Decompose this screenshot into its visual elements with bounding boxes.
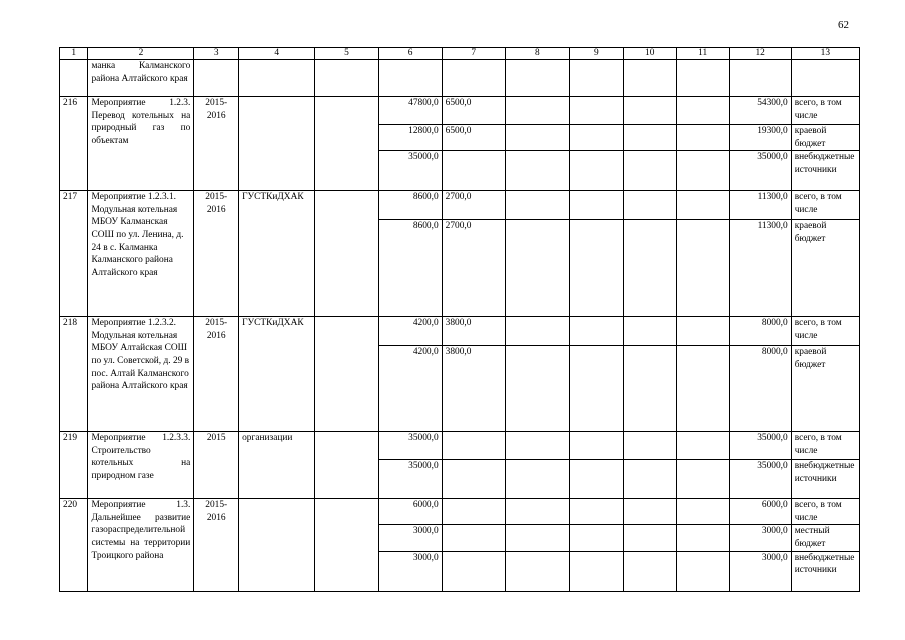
cell-col7: [442, 432, 505, 460]
funding-source: внебюджетные источники: [791, 551, 859, 591]
table-row: [60, 317, 860, 346]
period: 2015-2016: [194, 97, 239, 191]
column-number: 7: [442, 48, 505, 60]
cell-col6: 4200,0: [378, 346, 442, 432]
column-number: 6: [378, 48, 442, 60]
cell-col6: 35000,0: [378, 432, 442, 460]
cell-col7: 2700,0: [442, 191, 505, 220]
period: 2015-2016: [194, 499, 239, 591]
column-number: 11: [676, 48, 729, 60]
cell-col12: 6000,0: [729, 499, 791, 525]
cell-col7: 6500,0: [442, 125, 505, 151]
cell-col6: 4200,0: [378, 317, 442, 346]
executor: [239, 499, 315, 591]
column-number-header: [60, 48, 860, 60]
cell-col6: 3000,0: [378, 551, 442, 591]
column-number: 9: [569, 48, 623, 60]
executor: организации: [239, 432, 315, 499]
executor: ГУСТКиДХАК: [239, 317, 315, 432]
funding-source: всего, в том числе: [791, 191, 859, 220]
funding-source: краевой бюджет: [791, 220, 859, 317]
table-row: [60, 191, 860, 220]
cell-col12: 35000,0: [729, 432, 791, 460]
cell-col6: 8600,0: [378, 220, 442, 317]
funding-source: всего, в том числе: [791, 499, 859, 525]
column-number: 2: [88, 48, 194, 60]
cell-col7: [442, 551, 505, 591]
cell-col6: 12800,0: [378, 125, 442, 151]
cell-col12: 8000,0: [729, 346, 791, 432]
cell-col7: [442, 151, 505, 191]
measure-name: Мероприятие 1.3. Дальнейшее развитие газораспределительной системы на территории Троицкого района: [88, 499, 194, 591]
row-number: 218: [60, 317, 88, 432]
cell-col7: [442, 460, 505, 499]
funding-source: краевой бюджет: [791, 125, 859, 151]
column-number: 5: [315, 48, 378, 60]
funding-source: внебюджетные источники: [791, 151, 859, 191]
cell-col6: 35000,0: [378, 151, 442, 191]
cell-col6: 6000,0: [378, 499, 442, 525]
measure-name: Мероприятие 1.2.3.3. Строительство котельных на природном газе: [88, 432, 194, 499]
row-number: 219: [60, 432, 88, 499]
measure-name: Мероприятие 1.2.3.1. Модульная котельная МБОУ Калманская СОШ по ул. Ленина, д. 24 в с. Калманка Калманского района Алтайского края: [88, 191, 194, 317]
executor: [239, 97, 315, 191]
period: 2015-2016: [194, 317, 239, 432]
period: 2015-2016: [194, 191, 239, 317]
column-number: 13: [791, 48, 859, 60]
funding-source: внебюджетные источники: [791, 460, 859, 499]
cell-col6: 47800,0: [378, 97, 442, 125]
funding-source: всего, в том числе: [791, 317, 859, 346]
cell-col7: [442, 525, 505, 551]
period: 2015: [194, 432, 239, 499]
cell-col12: 11300,0: [729, 191, 791, 220]
funding-source: всего, в том числе: [791, 432, 859, 460]
row-number: 216: [60, 97, 88, 191]
row-number: 217: [60, 191, 88, 317]
cell-col7: 6500,0: [442, 97, 505, 125]
page-number: 62: [838, 19, 849, 31]
cell-col12: 35000,0: [729, 151, 791, 191]
cell-col7: [442, 499, 505, 525]
funding-source: всего, в том числе: [791, 97, 859, 125]
table-row: [60, 60, 860, 97]
column-number: 1: [60, 48, 88, 60]
funding-source: местный бюджет: [791, 525, 859, 551]
cell-col7: 2700,0: [442, 220, 505, 317]
budget-table: [59, 47, 860, 592]
cell-col12: 11300,0: [729, 220, 791, 317]
column-number: 12: [729, 48, 791, 60]
table-row: [60, 97, 860, 125]
table-row: [60, 499, 860, 525]
cell-col7: 3800,0: [442, 346, 505, 432]
cell-col12: 35000,0: [729, 460, 791, 499]
table-row: [60, 432, 860, 460]
cell-col6: 8600,0: [378, 191, 442, 220]
column-number: 3: [194, 48, 239, 60]
continuation-text: манка Калманского района Алтайского края: [88, 60, 194, 97]
cell-col12: 8000,0: [729, 317, 791, 346]
funding-source: краевой бюджет: [791, 346, 859, 432]
executor: ГУСТКиДХАК: [239, 191, 315, 317]
column-number: 4: [239, 48, 315, 60]
cell-col12: 19300,0: [729, 125, 791, 151]
cell-col12: 54300,0: [729, 97, 791, 125]
cell-col6: 3000,0: [378, 525, 442, 551]
cell-col12: 3000,0: [729, 525, 791, 551]
measure-name: Мероприятие 1.2.3.2. Модульная котельная МБОУ Алтайская СОШ по ул. Советской, д. 29 в пос. Алтай Калманского района Алтайского края: [88, 317, 194, 432]
column-number: 10: [623, 48, 676, 60]
cell-col12: 3000,0: [729, 551, 791, 591]
cell-col7: 3800,0: [442, 317, 505, 346]
measure-name: Мероприятие 1.2.3. Перевод котельных на природный газ по объектам: [88, 97, 194, 191]
column-number: 8: [505, 48, 569, 60]
cell-col6: 35000,0: [378, 460, 442, 499]
row-number: 220: [60, 499, 88, 591]
